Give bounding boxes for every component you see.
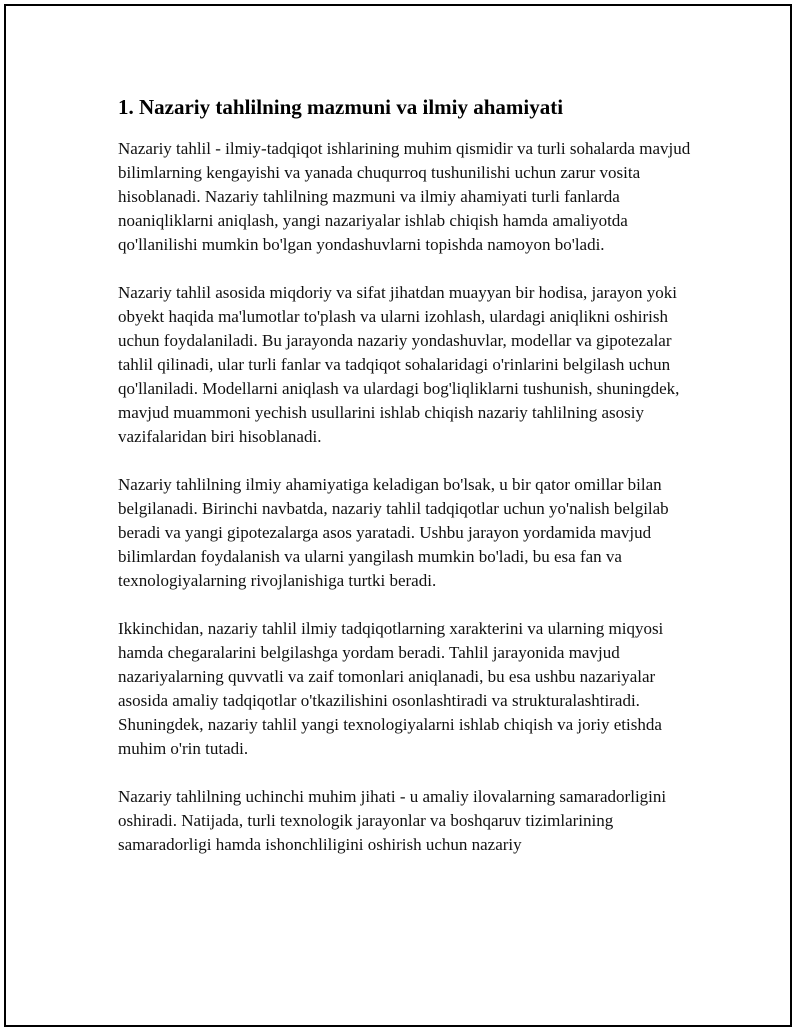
paragraph-1: Nazariy tahlil - ilmiy-tadqiqot ishlarining muhim qismidir va turli sohalarda mavjud bilimlarning kengayishi va yanada chuqurroq tushunilishi uchun zarur vosita hisoblanadi. Nazariy tahlilning mazmuni va ilmiy ahamiyati turli fanlarda noaniqliklarni aniqlash, yangi nazariyalar ishlab chiqish hamda amaliyotda qo'llanilishi mumkin bo'lgan yondashuvlarni topishda namoyon bo'ladi. [118,139,691,254]
paragraph-2: Nazariy tahlil asosida miqdoriy va sifat jihatdan muayyan bir hodisa, jarayon yoki obyekt haqida ma'lumotlar to'plash va ularni izohlash, ulardagi aniqlikni oshirish uchun foydalaniladi. Bu jarayonda nazariy yondashuvlar, modellar va gipotezalar tahlil qilinadi, ular turli fanlar va tadqiqot sohalaridagi o'rinlarini belgilash uchun qo'llaniladi. Modellarni aniqlash va ulardagi bog'liqliklarni tushunish, shuningdek, mavjud muammoni yechish usullarini ishlab chiqish nazariy tahlilning asosiy vazifalaridan biri hisoblanadi. [118,283,680,446]
paragraph-3: Nazariy tahlilning ilmiy ahamiyatiga keladigan bo'lsak, u bir qator omillar bilan belgilanadi. Birinchi navbatda, nazariy tahlil tadqiqotlar uchun yo'nalish belgilab beradi va yangi gipotezalarga asos yaratadi. Ushbu jarayon yordamida mavjud bilimlardan foydalanish va ularni yangilash mumkin bo'ladi, bu esa fan va texnologiyalarning rivojlanishiga turtki beradi. [118,475,669,590]
section-heading: 1. Nazariy tahlilning mazmuni va ilmiy ahamiyati [118,95,564,119]
paragraph-4: Ikkinchidan, nazariy tahlil ilmiy tadqiqotlarning xarakterini va ularning miqyosi hamda chegaralarini belgilashga yordam beradi. Tahlil jarayonida mavjud nazariyalarning quvvatli va zaif tomonlari aniqlanadi, bu esa ushbu nazariyalar asosida amaliy tadqiqotlar o'tkazilishini osonlashtiradi va strukturalashtiradi. Shuningdek, nazariy tahlil yangi texnologiyalarni ishlab chiqish va joriy etishda muhim o'rin tutadi. [118,619,664,758]
paragraph-5: Nazariy tahlilning uchinchi muhim jihati - u amaliy ilovalarning samaradorligini oshiradi. Natijada, turli texnologik jarayonlar va boshqaruv tizimlarining samaradorligi hamda ishonchliligini oshirish uchun nazariy [118,787,667,854]
document-body [118,93,692,881]
